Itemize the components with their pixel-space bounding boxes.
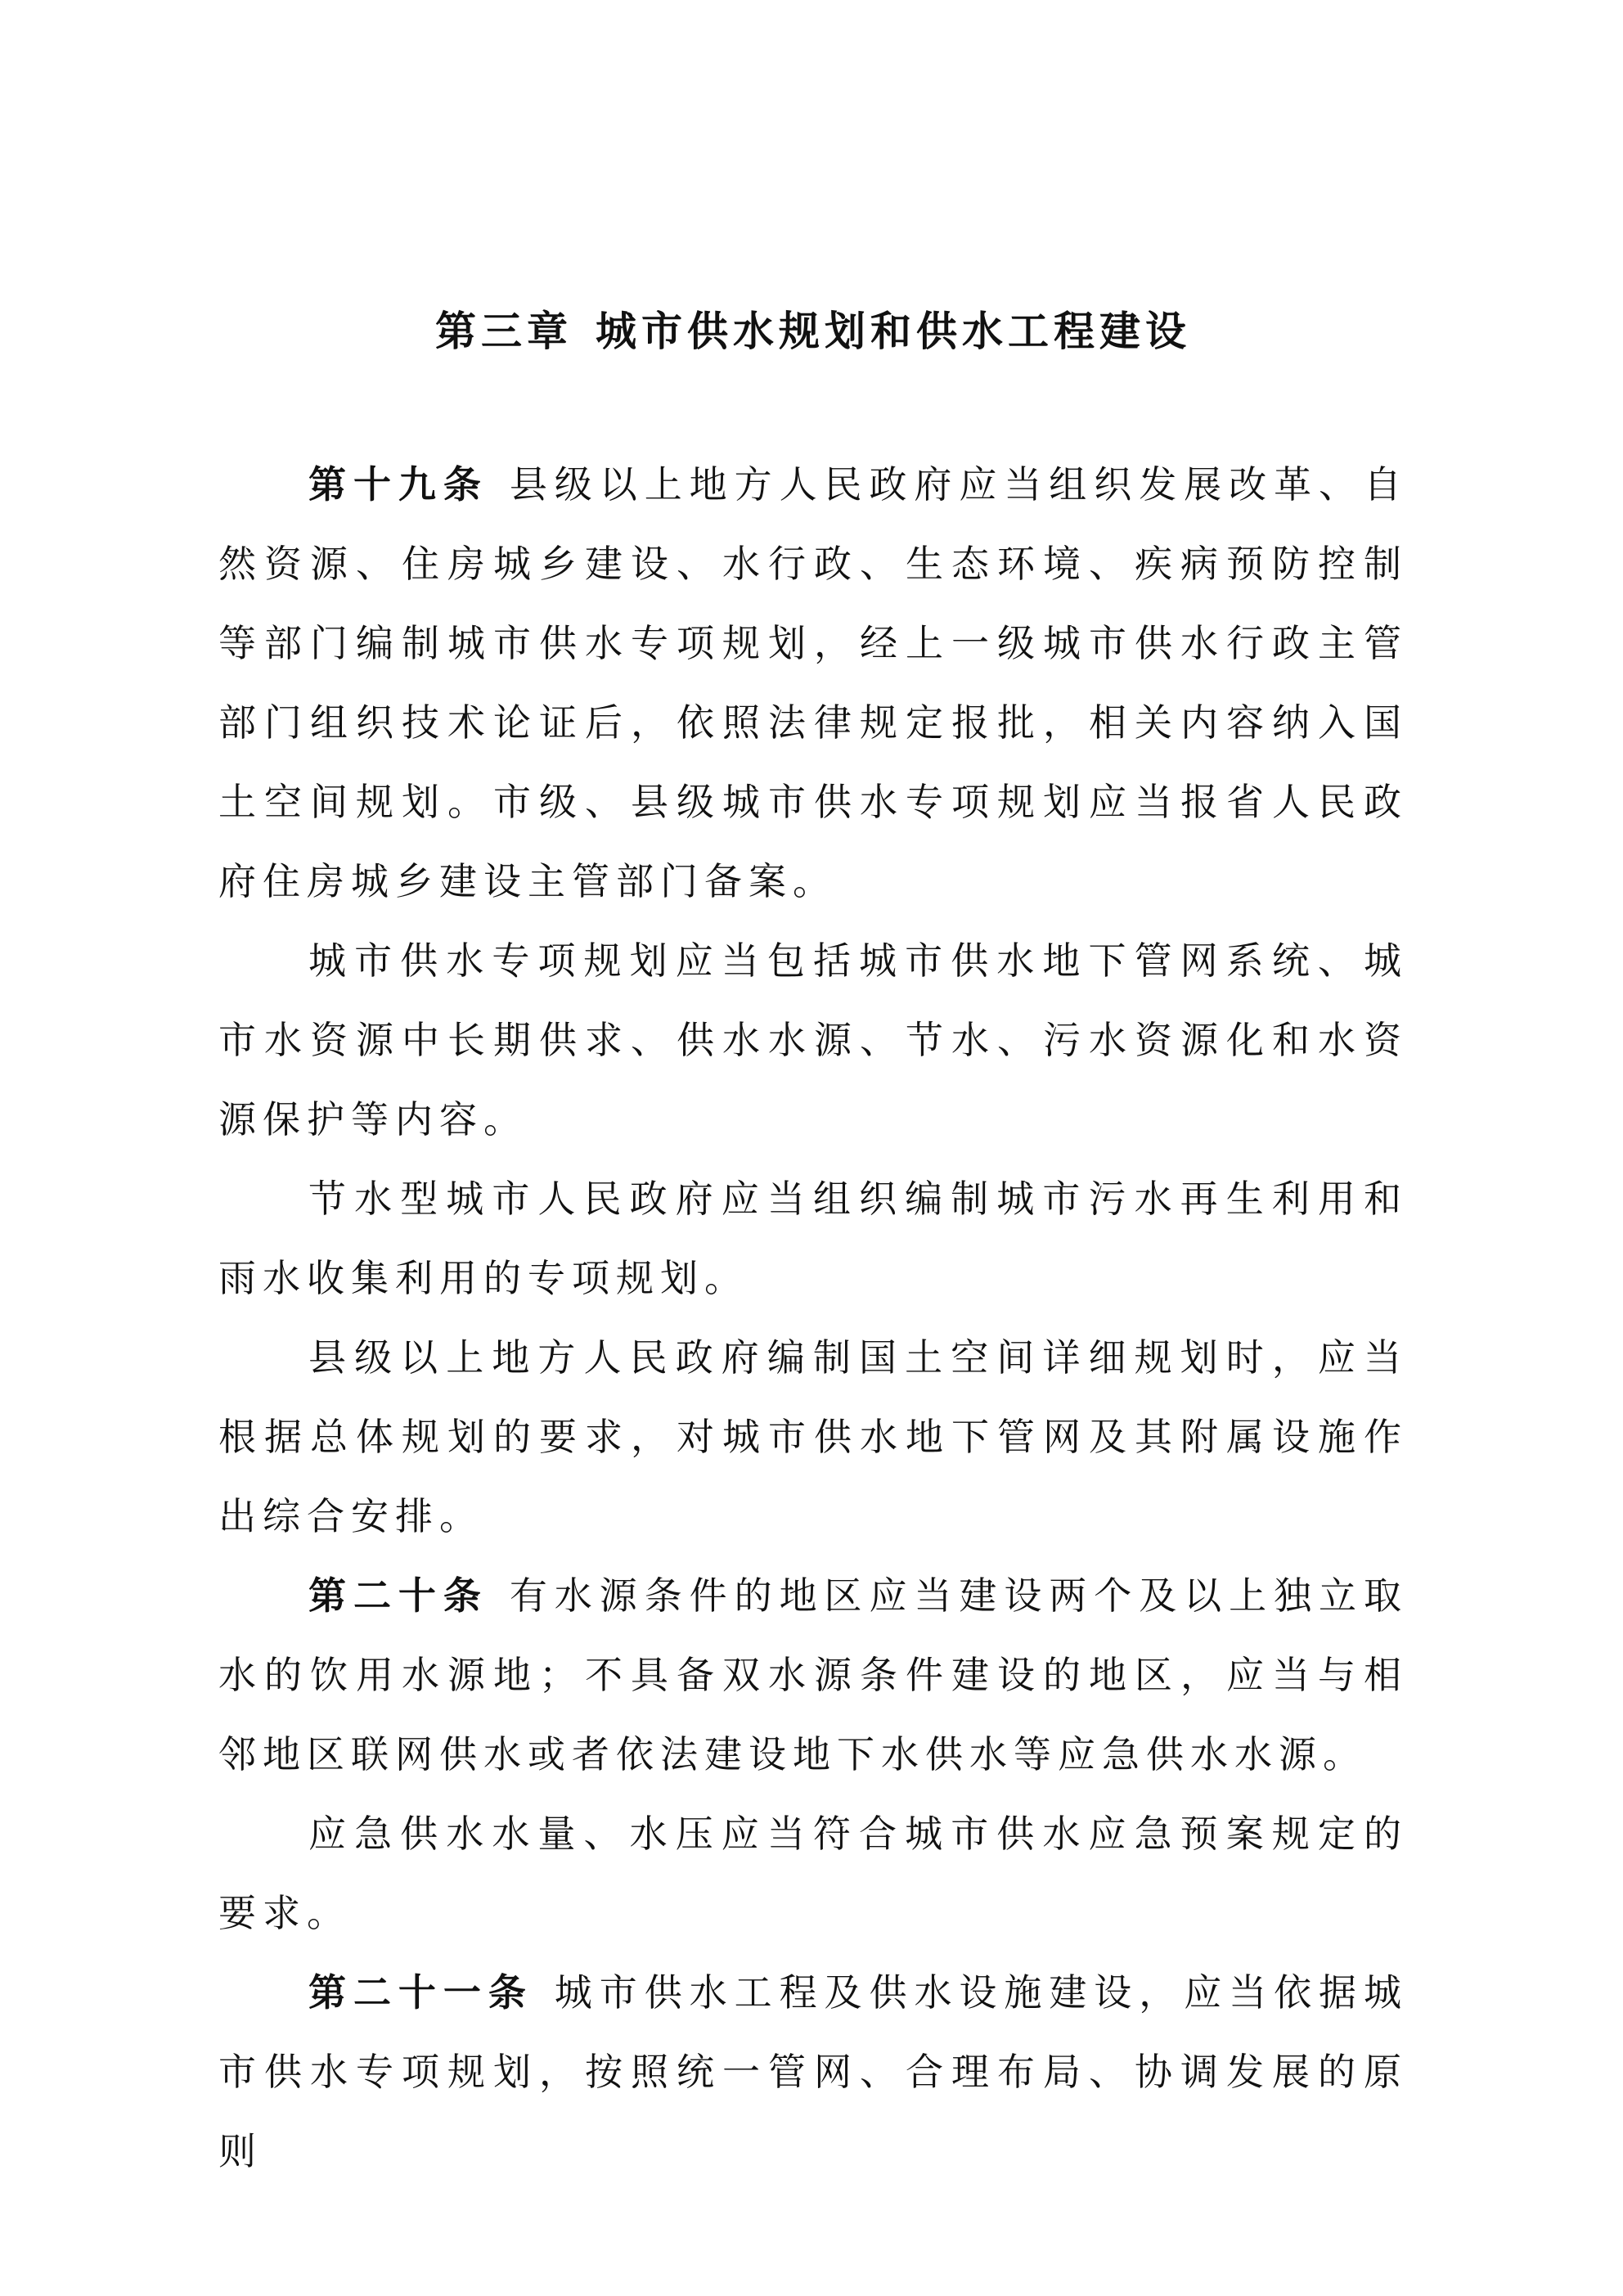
article-21-paragraph-1 (218, 1953, 1408, 2191)
paragraph-text: 县级以上地方人民政府应当组织发展改革、自然资源、住房城乡建设、水行政、生态环境、疾病预防控制等部门编制城市供水专项规划，经上一级城市供水行政主管部门组织技术论证后，依照法律规定报批，相关内容纳入国土空间规划。市级、县级城市供水专项规划应当报省人民政府住房城乡建设主管部门备案。 (218, 464, 1409, 903)
chapter-number: 第三章 (435, 308, 573, 354)
article-21-number: 第二十一条 (308, 1971, 533, 2014)
article-19-paragraph-4 (218, 1318, 1408, 1556)
paragraph-text: 城市供水工程及供水设施建设，应当依据城市供水专项规划，按照统一管网、合理布局、协调发展的原则 (218, 1972, 1409, 2172)
paragraph-text: 节水型城市人民政府应当组织编制城市污水再生利用和雨水收集利用的专项规划。 (218, 1178, 1408, 1299)
article-19-number: 第十九条 (308, 463, 488, 506)
article-20-number: 第二十条 (308, 1574, 488, 1617)
chapter-title-text: 城市供水规划和供水工程建设 (596, 308, 1191, 354)
article-20-paragraph-1 (218, 1556, 1408, 1794)
paragraph-text: 县级以上地方人民政府编制国土空间详细规划时，应当根据总体规划的要求，对城市供水地下管网及其附属设施作出综合安排。 (218, 1337, 1408, 1537)
article-19-paragraph-3 (218, 1159, 1408, 1318)
article-20-paragraph-2 (218, 1794, 1408, 1953)
paragraph-text: 有水源条件的地区应当建设两个及以上独立取水的饮用水源地；不具备双水源条件建设的地区，应当与相邻地区联网供水或者依法建设地下水供水等应急供水水源。 (218, 1575, 1409, 1776)
paragraph-text: 应急供水水量、水压应当符合城市供水应急预案规定的要求。 (218, 1813, 1408, 1934)
article-19-paragraph-1 (218, 445, 1408, 921)
article-19-paragraph-2 (218, 921, 1408, 1159)
paragraph-text: 城市供水专项规划应当包括城市供水地下管网系统、城市水资源中长期供求、供水水源、节水、污水资源化和水资源保护等内容。 (218, 940, 1408, 1141)
chapter-heading (218, 292, 1408, 371)
